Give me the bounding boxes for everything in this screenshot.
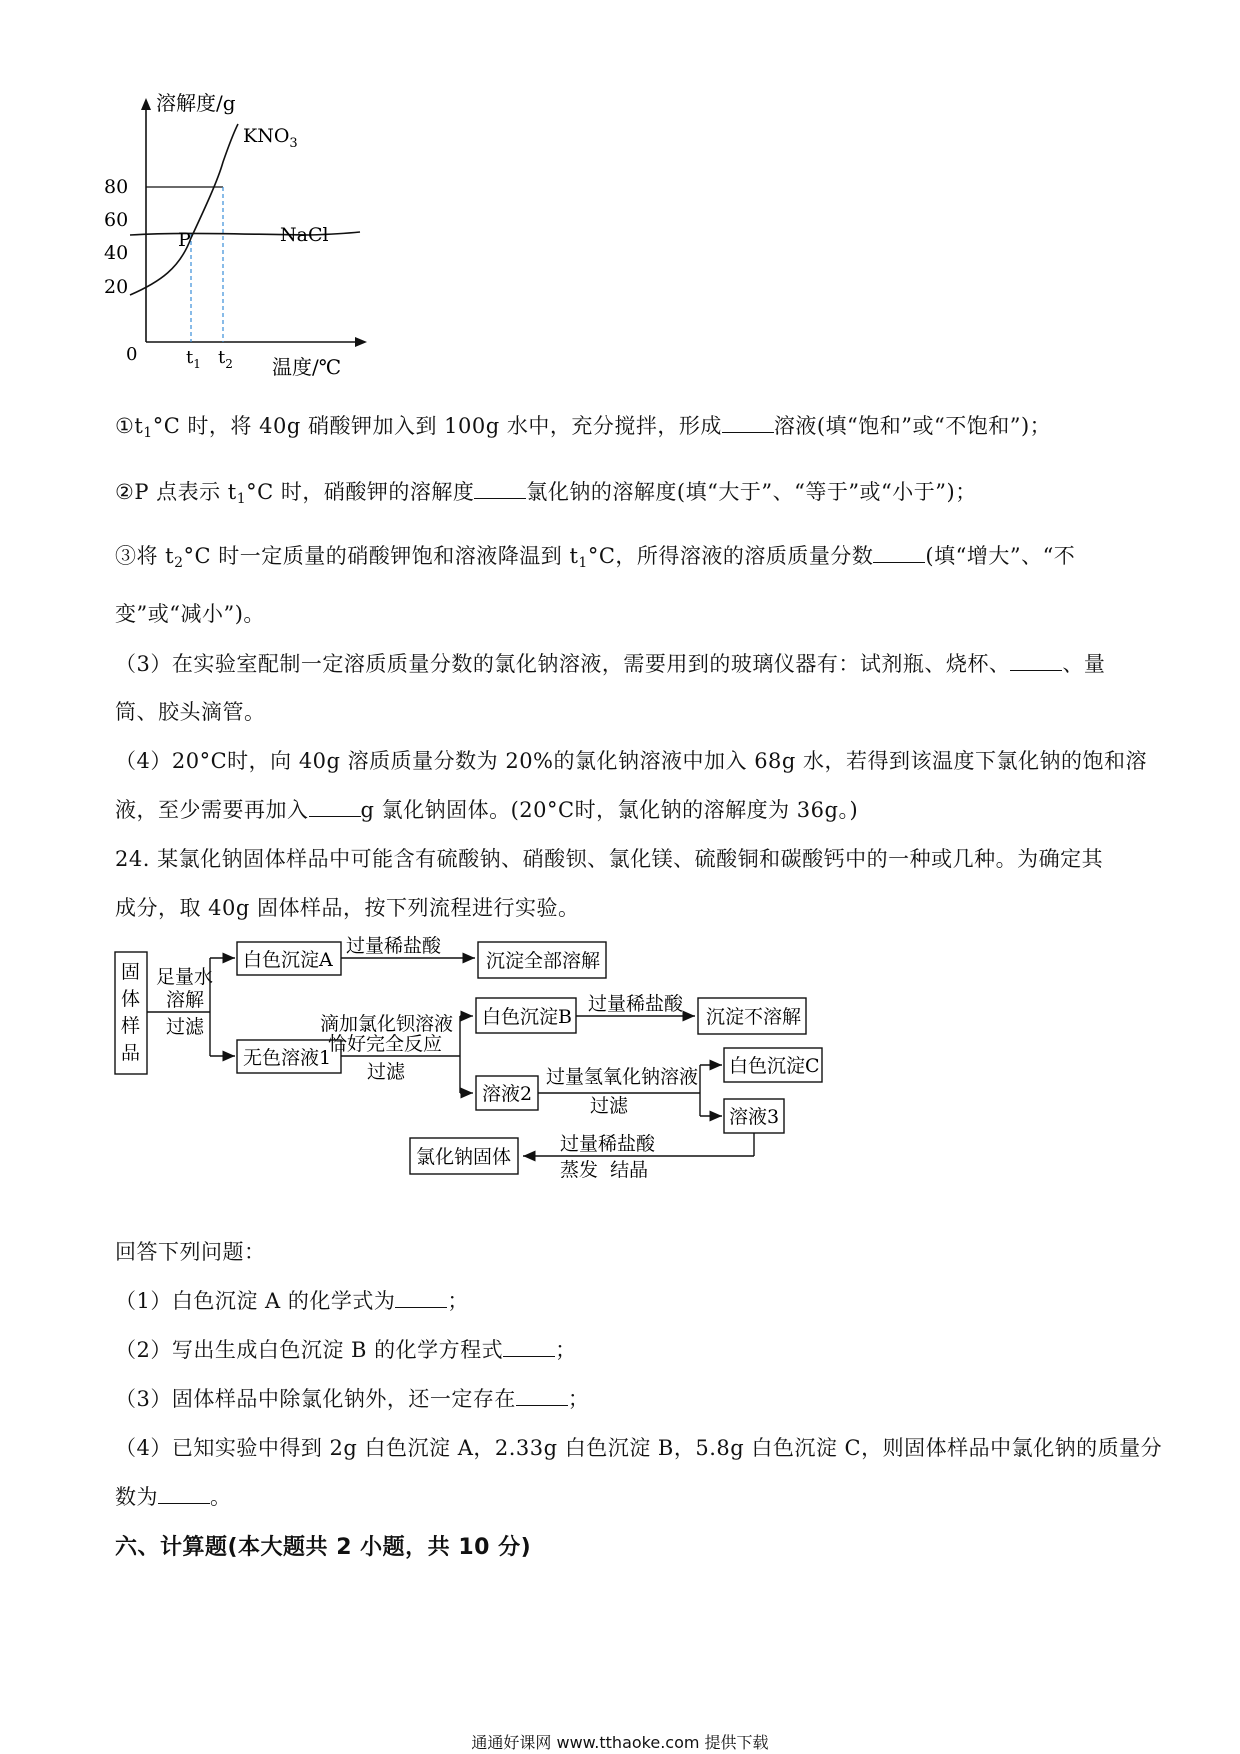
experiment-flowchart (110, 930, 930, 1220)
page-footer: 通通好课网 www.tthaoke.com 提供下载 (471, 1733, 769, 1752)
question-1: $①t_1^\circ C$ 时，将 40g 硝酸钾加入到 100g 水中，充分搅拌，形成 溶液(填“饱和”或“不饱和”)； (115, 414, 1052, 441)
answer-1: （1）白色沉淀 A 的化学式为 ； (115, 1289, 469, 1313)
part-3-line2: 筒、胶头滴管。 (115, 700, 266, 724)
answer-blank[interactable] (503, 1338, 555, 1357)
step1-label-2: 溶解 (166, 989, 205, 1011)
answer-blank[interactable] (1010, 652, 1062, 671)
y-axis-arrow (141, 98, 151, 110)
solution-3-label: 溶液3 (729, 1106, 780, 1128)
series-kno3-label: $KNO_3$ (243, 125, 298, 151)
x-tick-t1: $t_1$ (186, 347, 201, 371)
answer-4-line2: 数为 。 (115, 1485, 232, 1509)
step1-label-3: 过滤 (166, 1016, 205, 1038)
step2-label-1: 滴加氯化钡溶液 (320, 1013, 454, 1035)
answer-blank[interactable] (309, 798, 361, 817)
step3-label-1: 过量氢氧化钠溶液 (546, 1066, 699, 1088)
step3-label-2: 过滤 (590, 1095, 629, 1117)
solution-1-label: 无色溶液1 (243, 1047, 332, 1069)
acid1-label: 过量稀盐酸 (346, 935, 442, 957)
dissolve-all-label: 沉淀全部溶解 (486, 950, 601, 972)
answer-blank[interactable] (395, 1289, 447, 1308)
step1-label-1: 足量水 (156, 966, 214, 988)
series-nacl-label: NaCl (280, 224, 329, 246)
answer-blank[interactable] (873, 544, 925, 563)
question-3-line2: 变”或“减小”)。 (115, 602, 265, 626)
nacl-solid-label: 氯化钠固体 (416, 1146, 512, 1168)
solution-2-label: 溶液2 (482, 1083, 533, 1105)
question-24-line2: 成分，取 40g 固体样品，按下列流程进行实验。 (115, 896, 580, 920)
step2-label-3: 过滤 (367, 1061, 406, 1083)
sample-char-3: 样 (121, 1015, 141, 1037)
answer-blank[interactable] (474, 480, 526, 499)
sample-char-4: 品 (121, 1042, 141, 1064)
answer-blank[interactable] (516, 1387, 568, 1406)
y-tick-20: 20 (104, 276, 129, 298)
acid2-label: 过量稀盐酸 (588, 993, 684, 1015)
y-tick-40: 40 (104, 242, 129, 264)
question-24-line1: 24. 某氯化钠固体样品中可能含有硫酸钠、硝酸钡、氯化镁、硫酸铜和碳酸钙中的一种或几种。为确定其 (115, 847, 1104, 871)
x-tick-t2: $t_2$ (218, 347, 233, 371)
y-tick-60: 60 (104, 209, 129, 231)
origin-label: 0 (126, 344, 138, 365)
sample-char-2: 体 (121, 988, 141, 1010)
section-6-heading: 六、计算题(本大题共 2 小题，共 10 分) (115, 1535, 532, 1560)
x-axis-arrow (355, 337, 367, 347)
sample-char-1: 固 (121, 961, 141, 983)
answer-blank[interactable] (158, 1485, 210, 1504)
step2-label-2: 恰好完全反应 (328, 1033, 443, 1055)
point-p-label: P (178, 229, 191, 251)
answer-3: （3）固体样品中除氯化钠外，还一定存在 ； (115, 1387, 590, 1411)
y-tick-80: 80 (104, 176, 129, 198)
precipitate-a-label: 白色沉淀A (243, 949, 333, 971)
part-4-line1: （4）20°C时，向 40g 溶质质量分数为 20%的氯化钠溶液中加入 68g 水，若得到该温度下氯化钠的饱和溶 (115, 749, 1148, 773)
part-4-line2: 液，至少需要再加入 g 氯化钠固体。(20°C时，氯化钠的溶解度为 36g。) (115, 798, 859, 822)
part-3: （3）在实验室配制一定溶质质量分数的氯化钠溶液，需要用到的玻璃仪器有：试剂瓶、烧杯、 、量 (115, 652, 1106, 676)
x-axis-label: 温度/℃ (272, 355, 342, 379)
question-2: ②P 点表示 $t_1^\circ C$ 时，硝酸钾的溶解度 氯化钠的溶解度(填“大于”、“等于”或“小于”)； (115, 480, 977, 507)
answer-blank[interactable] (722, 414, 774, 433)
question-3: ③将 $t_2^\circ C$ 时一定质量的硝酸钾饱和溶液降温到 $t_1^\circ C$，所得溶液的溶质质量分数 (填“增大”、“不 (115, 544, 1076, 571)
answer-4-line1: （4）已知实验中得到 2g 白色沉淀 A，2.33g 白色沉淀 B，5.8g 白色沉淀 C，则固体样品中氯化钠的质量分 (115, 1436, 1163, 1460)
precipitate-c-label: 白色沉淀C (729, 1055, 820, 1077)
not-dissolve-label: 沉淀不溶解 (706, 1006, 802, 1028)
step4-label-2: 蒸发 结晶 (560, 1159, 649, 1181)
y-axis-label: 溶解度/g (156, 91, 236, 115)
step4-label-1: 过量稀盐酸 (560, 1133, 656, 1155)
answers-intro: 回答下列问题： (115, 1240, 266, 1264)
answer-2: （2）写出生成白色沉淀 B 的化学方程式 ； (115, 1338, 577, 1362)
solubility-chart (104, 90, 400, 390)
precipitate-b-label: 白色沉淀B (482, 1006, 572, 1028)
